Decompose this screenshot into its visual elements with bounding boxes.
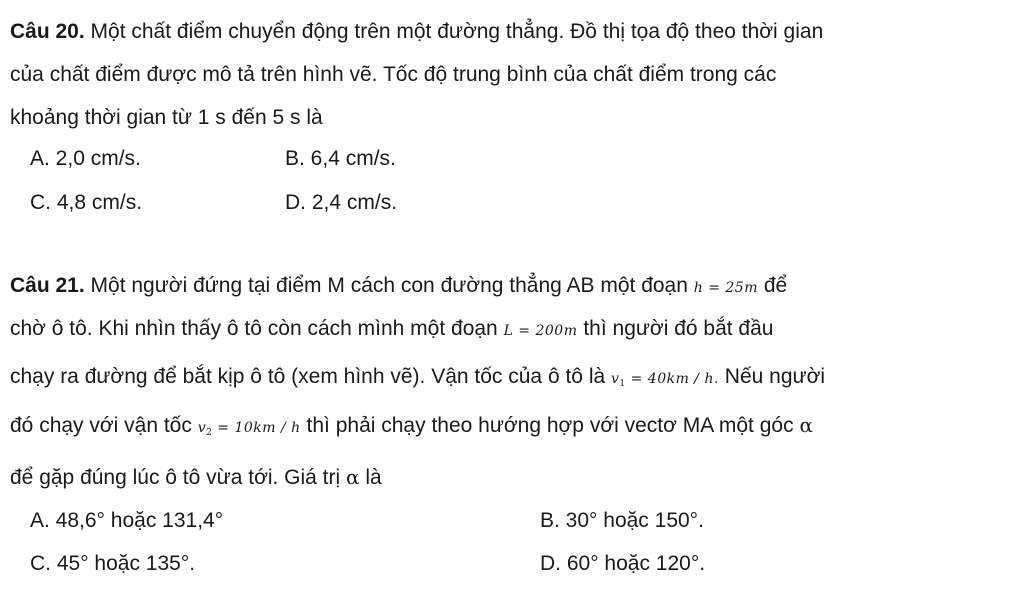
q20-option-b-text: 6,4 cm/s. xyxy=(304,147,396,170)
q21-v1-var: v xyxy=(611,371,620,387)
q21-alpha-symbol-2: α xyxy=(346,465,360,489)
q21-v2-expr xyxy=(198,420,301,436)
q21-text-3-end: Nếu người xyxy=(718,365,825,388)
q21-option-b-text: 30° hoặc 150°. xyxy=(559,509,704,532)
q21-line-5 xyxy=(10,463,382,492)
q21-option-a-letter: A. xyxy=(30,509,50,532)
q21-option-a-text: 48,6° hoặc 131,4° xyxy=(49,509,224,532)
q21-text-5: để gặp đúng lúc ô tô vừa tới. Giá trị xyxy=(10,466,347,489)
q21-option-b xyxy=(540,507,704,535)
q21-v2-var: v xyxy=(197,420,207,436)
q21-alpha-symbol: α xyxy=(799,413,813,437)
q21-text-4-mid: thì phải chạy theo hướng hợp với vectơ MA một góc xyxy=(300,414,800,437)
q21-text-2-end: thì người đó bắt đầu xyxy=(577,317,774,340)
q20-text-2: của chất điểm được mô tả trên hình vẽ. Tốc độ trung bình của chất điểm trong các xyxy=(10,63,777,86)
q21-L-expr: L = 200m xyxy=(503,323,578,339)
q20-text-3: khoảng thời gian từ 1 s đến 5 s là xyxy=(10,106,323,129)
q20-option-d xyxy=(285,189,397,217)
q21-text-2: chờ ô tô. Khi nhìn thấy ô tô còn cách mình một đoạn xyxy=(10,317,504,340)
q21-option-c-letter: C. xyxy=(30,552,51,575)
q20-option-d-text: 2,4 cm/s. xyxy=(306,191,398,214)
q21-v2-sub: 2 xyxy=(206,428,213,438)
q21-option-d-letter: D. xyxy=(540,552,561,575)
q21-option-a xyxy=(30,507,223,535)
q21-label: Câu 21. xyxy=(10,274,85,297)
q21-option-d xyxy=(540,550,705,578)
q20-label: Câu 20. xyxy=(10,20,85,43)
q20-option-d-letter: D. xyxy=(285,191,306,214)
q21-option-d-text: 60° hoặc 120°. xyxy=(561,552,706,575)
q21-text-1-end: để xyxy=(758,274,788,297)
q21-v1-sub: 1 xyxy=(619,379,626,389)
q20-text-1: Một chất điểm chuyển động trên một đường thẳng. Đồ thị tọa độ theo thời gian xyxy=(84,20,824,43)
q20-option-c xyxy=(30,189,142,217)
q21-option-b-letter: B. xyxy=(540,509,560,532)
q21-v1-rest: = 40km / h. xyxy=(625,371,719,387)
q21-option-c-text: 45° hoặc 135°. xyxy=(51,552,196,575)
q21-h-expr: h = 25m xyxy=(693,280,758,296)
q20-option-c-text: 4,8 cm/s. xyxy=(51,191,143,214)
q20-line-2 xyxy=(10,61,776,89)
q20-line-3 xyxy=(10,104,323,132)
q21-line-3 xyxy=(10,363,825,398)
q21-text-3: chạy ra đường để bắt kịp ô tô (xem hình vẽ). Vận tốc của ô tô là xyxy=(10,365,611,388)
q21-line-2 xyxy=(10,315,773,345)
q20-option-a-text: 2,0 cm/s. xyxy=(49,147,141,170)
q20-option-a-letter: A. xyxy=(30,147,50,170)
q21-line-4 xyxy=(10,411,813,447)
q20-option-a xyxy=(30,145,141,173)
q21-v1-expr xyxy=(611,371,719,387)
q20-option-b xyxy=(285,145,396,173)
q21-v2-rest: = 10km / h xyxy=(212,420,301,436)
q21-text-1: Một người đứng tại điểm M cách con đường thẳng AB một đoạn xyxy=(84,274,694,297)
q21-line-1 xyxy=(10,272,787,302)
q20-line-1 xyxy=(10,18,823,46)
q20-option-c-letter: C. xyxy=(30,191,51,214)
q21-option-c xyxy=(30,550,195,578)
q21-text-5-end: là xyxy=(359,466,382,489)
q21-text-4: đó chạy với vận tốc xyxy=(10,414,198,437)
q20-option-b-letter: B. xyxy=(285,147,305,170)
